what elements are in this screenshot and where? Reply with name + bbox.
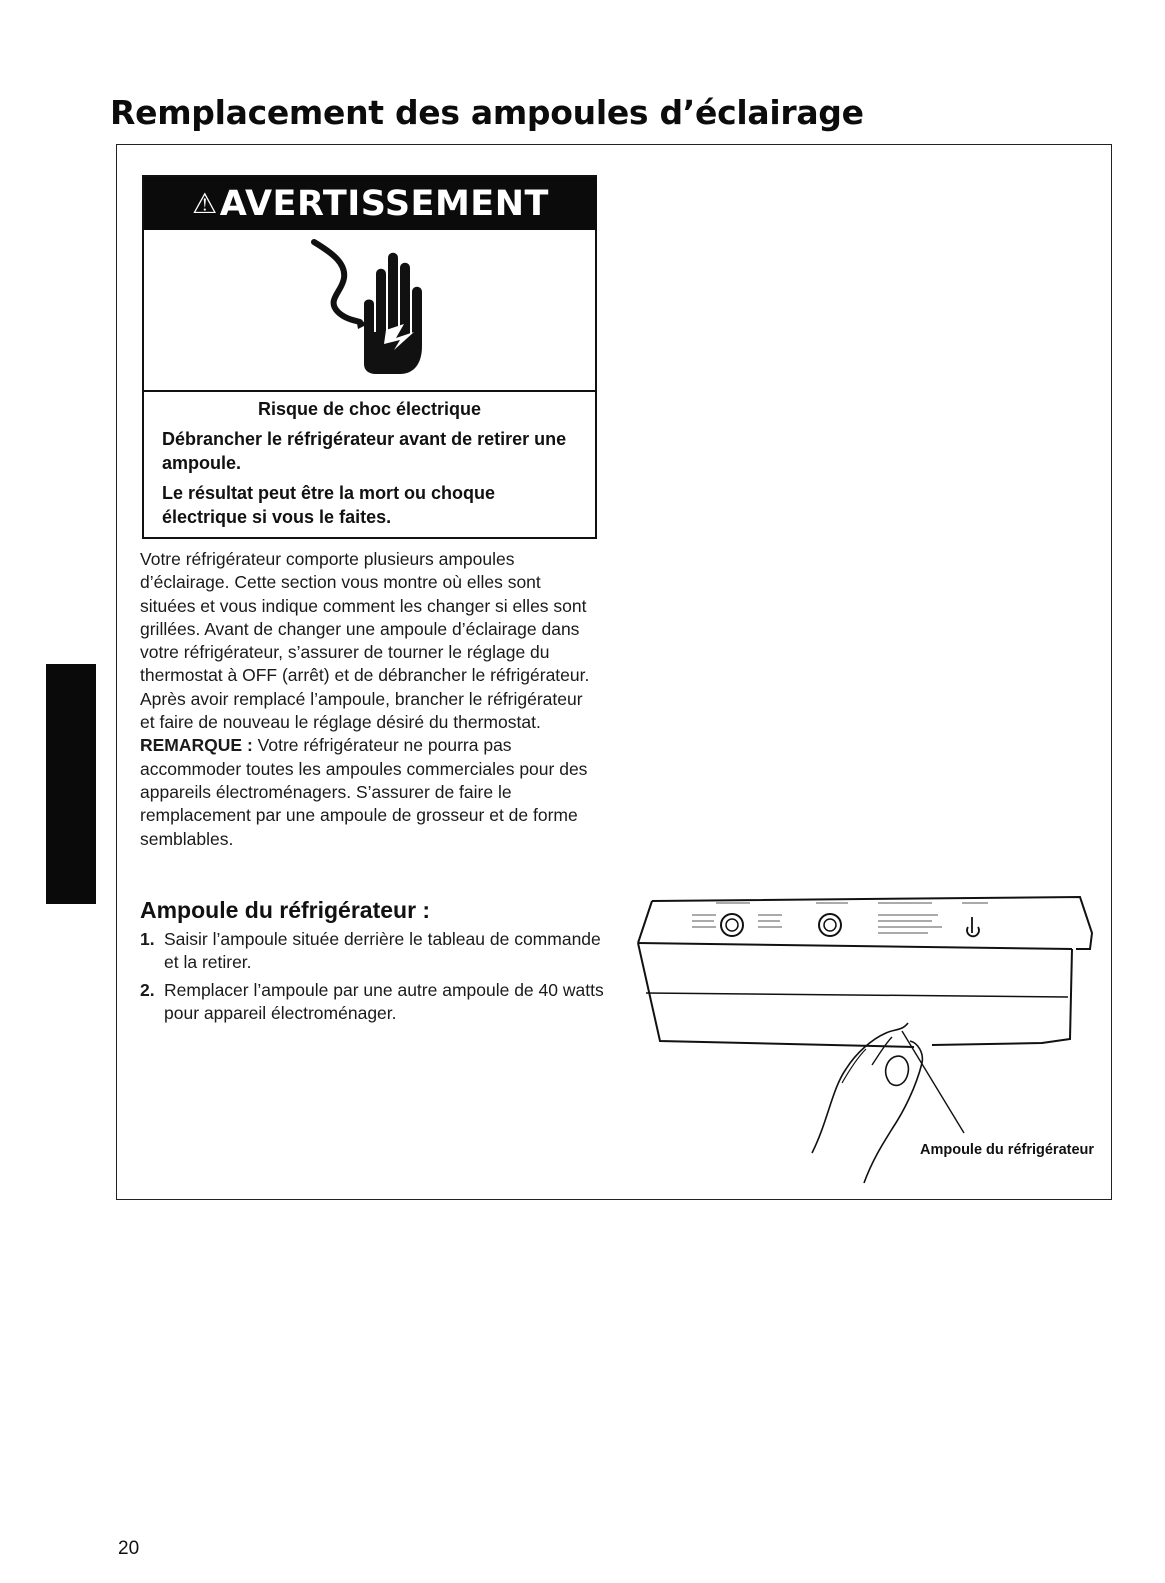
- warning-triangle-icon: ⚠: [192, 187, 218, 220]
- warning-header: [144, 177, 597, 230]
- figure-caption: Ampoule du réfrigérateur: [920, 1142, 1095, 1158]
- warning-header-label: AVERTISSEMENT: [219, 184, 549, 224]
- page-number: 20: [118, 1538, 140, 1559]
- step-number: 1.: [140, 929, 155, 949]
- intro-text-block: [140, 548, 600, 851]
- note-label: REMARQUE :: [140, 735, 253, 756]
- hazard-instruction: Débrancher le réfrigérateur avant de retirer une ampoule.: [162, 429, 567, 473]
- warning-icon-area: [144, 230, 595, 392]
- electric-shock-hand-icon: [304, 234, 444, 384]
- page-title: Remplacement des ampoules d’éclairage: [110, 93, 864, 132]
- note-text: Votre réfrigérateur ne pourra pas accommoder toutes les ampoules commerciales pour des appareils électroménagers. S’assurer de faire le remplacement par une ampoule de grosseur et de forme semblables.: [140, 735, 588, 849]
- hazard-title: Risque de choc électrique: [257, 399, 482, 419]
- intro-paragraph: Votre réfrigérateur comporte plusieurs ampoules d’éclairage. Cette section vous montre où elles sont situées et vous indique comment les changer si elles sont grillées. Avant de changer une ampoule d’éclairage dans votre réfrigérateur, s’assurer de tourner le réglage du thermostat à OFF (arrêt) et de débrancher le réfrigérateur. Après avoir remplacé l’ampoule, brancher le réfrigérateur et faire de nouveau le réglage désiré du thermostat.: [140, 549, 590, 733]
- step-number: 2.: [140, 980, 155, 1000]
- step-text: Saisir l’ampoule située derrière le tableau de commande et la retirer.: [164, 929, 601, 973]
- warning-box: [142, 175, 597, 539]
- hazard-consequence: Le résultat peut être la mort ou choque électrique si vous le faites.: [162, 483, 496, 527]
- section-tab-marker: [46, 664, 96, 904]
- step-text: Remplacer l’ampoule par une autre ampoule de 40 watts pour appareil électroménager.: [164, 980, 604, 1024]
- section-heading: Ampoule du réfrigérateur :: [140, 897, 431, 923]
